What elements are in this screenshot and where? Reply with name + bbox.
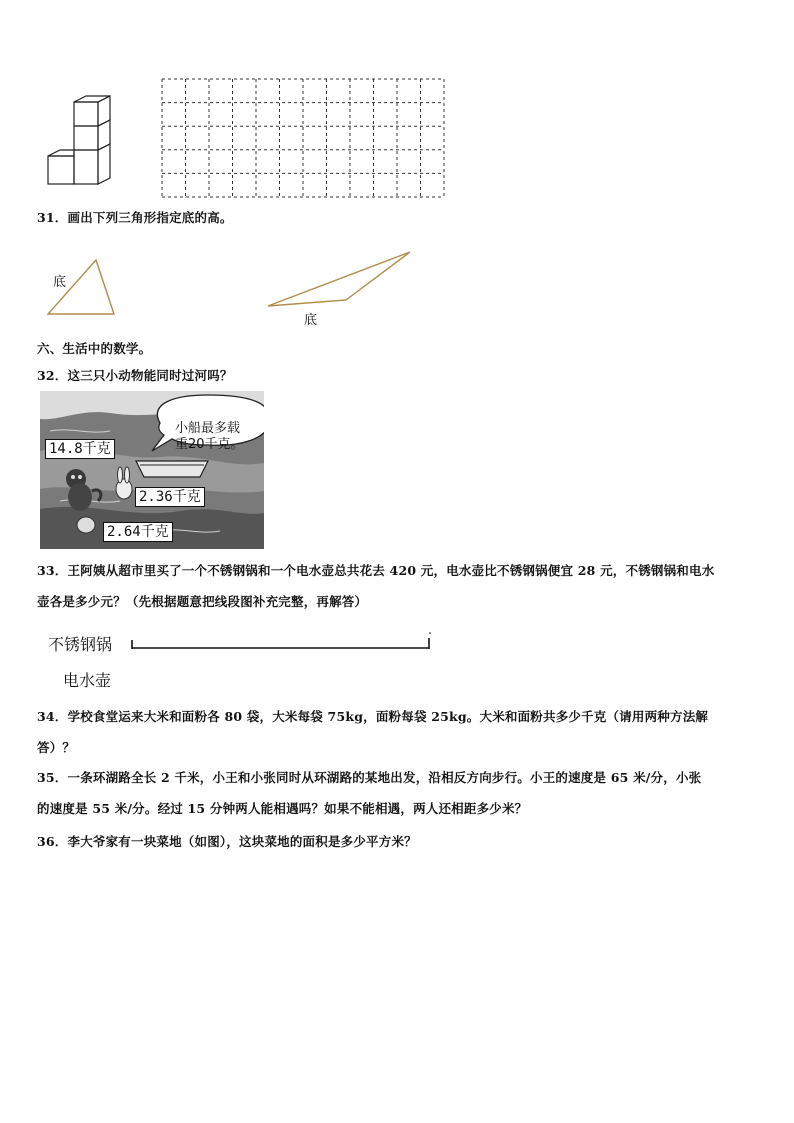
question-34-line1: 34．学校食堂运来大米和面粉各 80 袋，大米每袋 75kg，面粉每袋 25kg。大米和面粉共多少千克（请用两种方法解: [37, 709, 709, 724]
section-6-title: 六、生活中的数学。: [37, 341, 152, 356]
question-33-line1: 33．王阿姨从超市里买了一个不锈钢锅和一个电水壶总共花去 420 元，电水壶比不锈钢锅便宜 28 元，不锈钢锅和电水: [37, 563, 715, 578]
weight-label-small: 2.64千克: [103, 522, 173, 542]
cube-stack-figure: [44, 94, 116, 188]
weight-label-monkey: 14.8千克: [45, 439, 115, 459]
segment-label-kettle: 电水壶: [63, 671, 112, 690]
bubble-text-line2: 重20千克。: [175, 437, 244, 452]
question-33-line2: 壶各是多少元？（先根据题意把线段图补充完整，再解答）: [37, 594, 368, 609]
base-label-left: 底: [53, 275, 67, 290]
question-34-line2: 答）？: [37, 740, 76, 755]
question-35-line1: 35．一条环湖路全长 2 千米，小王和小张同时从环湖路的某地出发，沿相反方向步行。小王的速度是 65 米/分，小张: [37, 770, 702, 785]
question-32: 32．这三只小动物能同时过河吗？: [37, 368, 233, 383]
question-35-line2: 的速度是 55 米/分。经过 15 分钟两人能相遇吗？如果不能相遇，两人还相距多少米？: [37, 801, 528, 816]
question-36: 36．李大爷家有一块菜地（如图），这块菜地的面积是多少平方米？: [37, 834, 417, 849]
river-animals-image: [40, 391, 264, 549]
question-31: 31．画出下列三角形指定底的高。: [37, 210, 233, 225]
segment-diagram: [128, 630, 434, 654]
bubble-text-line1: 小船最多载: [175, 421, 241, 436]
segment-label-steel-pot: 不锈钢锅: [48, 635, 113, 654]
weight-label-rabbit: 2.36千克: [135, 487, 205, 507]
triangle-right: [264, 248, 414, 310]
dotted-grid: [160, 77, 446, 199]
base-label-right: 底: [304, 313, 318, 328]
triangle-left: [40, 252, 120, 322]
